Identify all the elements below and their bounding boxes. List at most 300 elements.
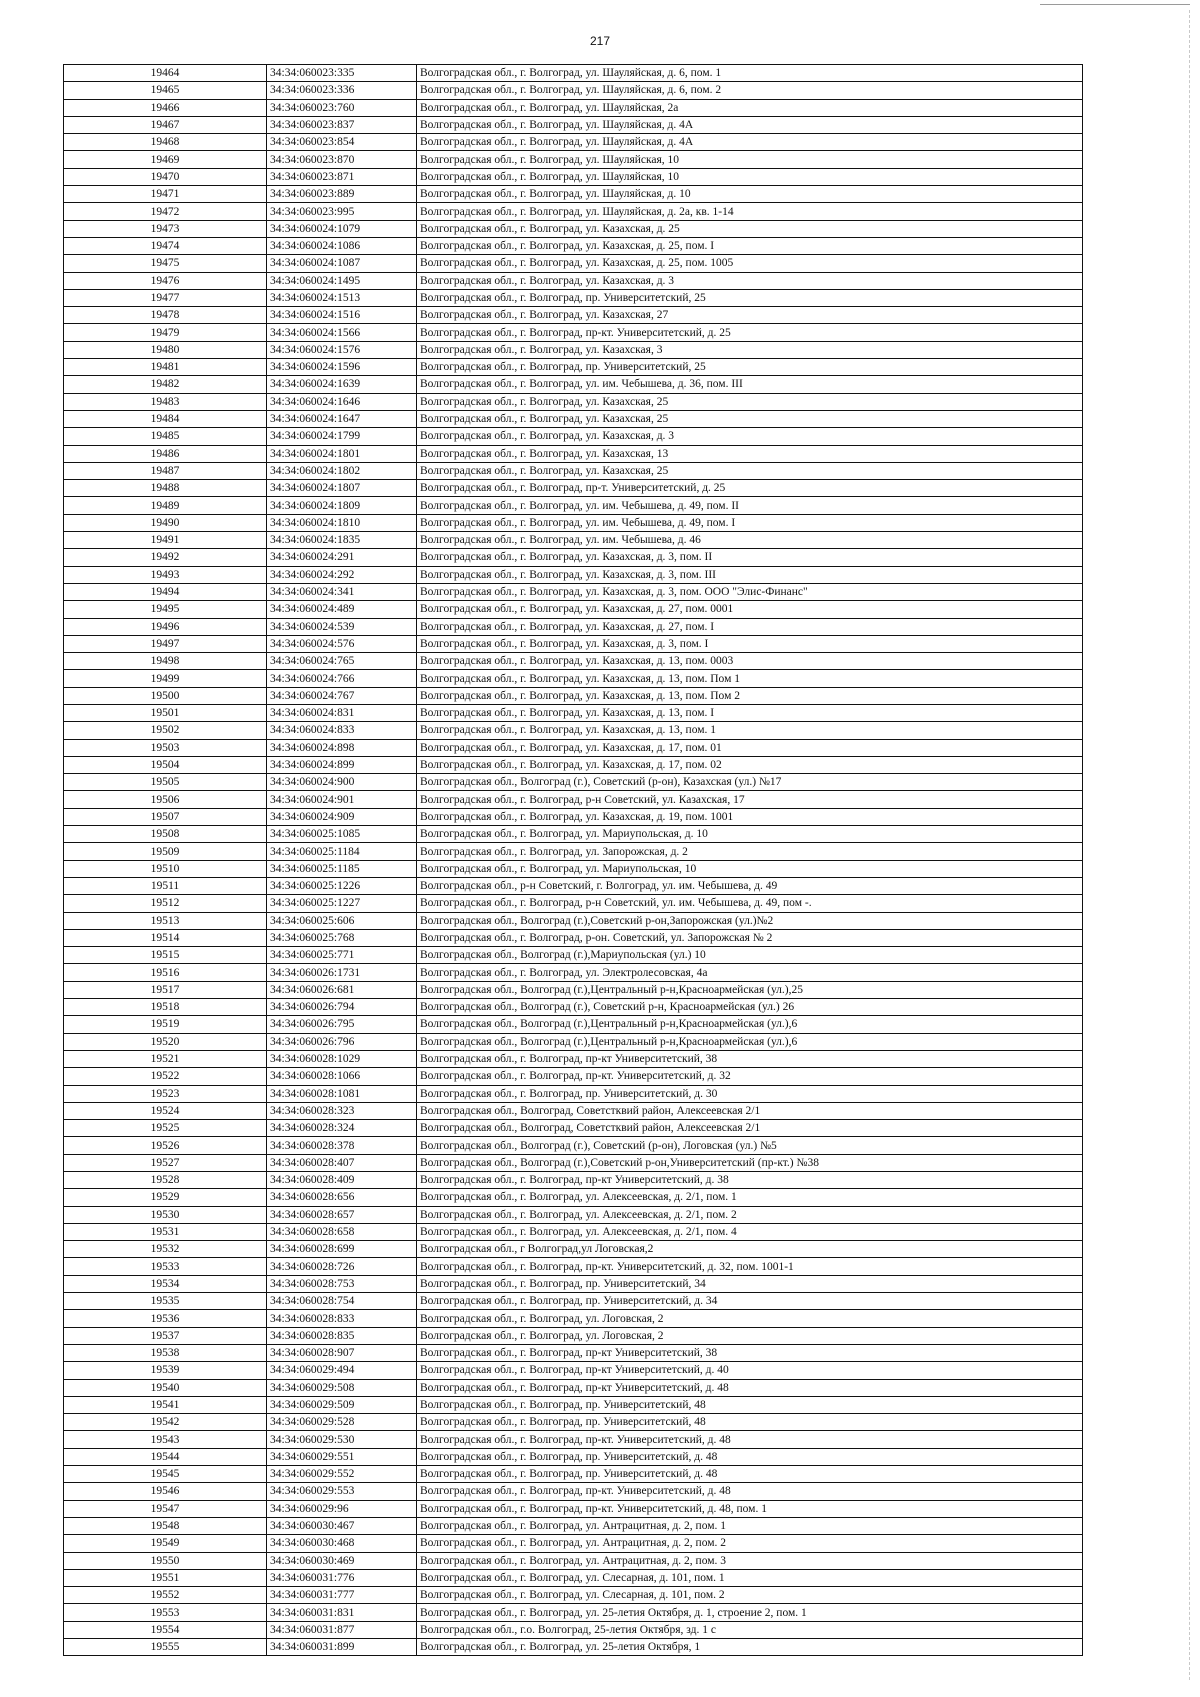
row-number-cell: 19511 [64,877,267,894]
address-cell: Волгоградская обл., г. Волгоград, ул. Казахская, 25 [417,462,1083,479]
row-number-cell: 19544 [64,1448,267,1465]
address-cell: Волгоградская обл., г. Волгоград, ул. Казахская, д. 27, пом. 0001 [417,601,1083,618]
table-row [64,168,1083,185]
row-number-cell: 19512 [64,895,267,912]
table-row [64,324,1083,341]
table-row [64,1293,1083,1310]
cadastral-number-cell: 34:34:060024:1646 [267,393,417,410]
cadastral-number-cell: 34:34:060028:407 [267,1154,417,1171]
address-cell: Волгоградская обл., г. Волгоград, ул. Электролесовская, 4а [417,964,1083,981]
table-row [64,912,1083,929]
table-row [64,1552,1083,1569]
table-row [64,376,1083,393]
row-number-cell: 19555 [64,1639,267,1656]
row-number-cell: 19530 [64,1206,267,1223]
cadastral-number-cell: 34:34:060024:1087 [267,255,417,272]
table-row [64,843,1083,860]
address-cell: Волгоградская обл., г. Волгоград, ул. Антрацитная, д. 2, пом. 2 [417,1535,1083,1552]
table-row [64,1500,1083,1517]
table-row [64,895,1083,912]
address-cell: Волгоградская обл., г. Волгоград, ул. Казахская, д. 13, пом. 0003 [417,653,1083,670]
cadastral-number-cell: 34:34:060024:1802 [267,462,417,479]
cadastral-number-cell: 34:34:060024:1495 [267,272,417,289]
address-cell: Волгоградская обл., г. Волгоград, пр-кт. Университетский, д. 48, пом. 1 [417,1500,1083,1517]
cadastral-number-cell: 34:34:060028:324 [267,1120,417,1137]
table-row [64,826,1083,843]
row-number-cell: 19481 [64,359,267,376]
table-row [64,1275,1083,1292]
table-row [64,964,1083,981]
cadastral-number-cell: 34:34:060028:1081 [267,1085,417,1102]
address-cell: Волгоградская обл., Волгоград, Советстквий район, Алексеевская 2/1 [417,1120,1083,1137]
cadastral-number-cell: 34:34:060024:1799 [267,428,417,445]
cadastral-number-cell: 34:34:060028:726 [267,1258,417,1275]
row-number-cell: 19549 [64,1535,267,1552]
row-number-cell: 19516 [64,964,267,981]
table-row [64,1621,1083,1638]
cadastral-number-cell: 34:34:060029:552 [267,1466,417,1483]
cadastral-number-cell: 34:34:060029:96 [267,1500,417,1517]
table-row [64,462,1083,479]
cadastral-number-cell: 34:34:060028:833 [267,1310,417,1327]
address-cell: Волгоградская обл., г. Волгоград, пр. Университетский, д. 34 [417,1293,1083,1310]
table-row [64,99,1083,116]
row-number-cell: 19465 [64,82,267,99]
cadastral-number-cell: 34:34:060028:658 [267,1223,417,1240]
table-row [64,1483,1083,1500]
row-number-cell: 19474 [64,237,267,254]
table-row [64,756,1083,773]
table-row [64,1414,1083,1431]
row-number-cell: 19502 [64,722,267,739]
cadastral-number-cell: 34:34:060029:528 [267,1414,417,1431]
table-row [64,601,1083,618]
cadastral-number-cell: 34:34:060025:1085 [267,826,417,843]
registry-table-body [64,65,1083,1656]
row-number-cell: 19488 [64,480,267,497]
address-cell: Волгоградская обл., р-н Советский, г. Волгоград, ул. им. Чебышева, д. 49 [417,877,1083,894]
table-row [64,151,1083,168]
cadastral-number-cell: 34:34:060025:1185 [267,860,417,877]
row-number-cell: 19515 [64,947,267,964]
row-number-cell: 19553 [64,1604,267,1621]
cadastral-number-cell: 34:34:060028:907 [267,1344,417,1361]
table-row [64,1172,1083,1189]
address-cell: Волгоградская обл., г. Волгоград, ул. Казахская, д. 3, пом. II [417,549,1083,566]
cadastral-number-cell: 34:34:060024:1835 [267,532,417,549]
cadastral-number-cell: 34:34:060024:900 [267,774,417,791]
address-cell: Волгоградская обл., г. Волгоград, ул. Казахская, 27 [417,307,1083,324]
row-number-cell: 19473 [64,220,267,237]
table-row [64,1068,1083,1085]
row-number-cell: 19496 [64,618,267,635]
address-cell: Волгоградская обл., г. Волгоград, ул. 25-летия Октября, д. 1, строение 2, пом. 1 [417,1604,1083,1621]
address-cell: Волгоградская обл., г. Волгоград, ул. им. Чебышева, д. 49, пом. I [417,514,1083,531]
row-number-cell: 19487 [64,462,267,479]
address-cell: Волгоградская обл., г. Волгоград, ул. им. Чебышева, д. 49, пом. II [417,497,1083,514]
table-row [64,134,1083,151]
address-cell: Волгоградская обл., г. Волгоград, р-н Советский, ул. Казахская, 17 [417,791,1083,808]
row-number-cell: 19538 [64,1344,267,1361]
row-number-cell: 19485 [64,428,267,445]
address-cell: Волгоградская обл., г. Волгоград, ул. Шауляйская, д. 4А [417,134,1083,151]
row-number-cell: 19521 [64,1050,267,1067]
cadastral-number-cell: 34:34:060026:796 [267,1033,417,1050]
row-number-cell: 19480 [64,341,267,358]
registry-table [63,64,1083,1656]
row-number-cell: 19540 [64,1379,267,1396]
row-number-cell: 19531 [64,1223,267,1240]
row-number-cell: 19503 [64,739,267,756]
row-number-cell: 19504 [64,756,267,773]
table-row [64,514,1083,531]
address-cell: Волгоградская обл., г. Волгоград, ул. Казахская, д. 3 [417,272,1083,289]
cadastral-number-cell: 34:34:060025:768 [267,929,417,946]
row-number-cell: 19536 [64,1310,267,1327]
table-row [64,860,1083,877]
table-row [64,1396,1083,1413]
table-row [64,341,1083,358]
row-number-cell: 19551 [64,1569,267,1586]
row-number-cell: 19548 [64,1517,267,1534]
cadastral-number-cell: 34:34:060024:292 [267,566,417,583]
table-row [64,999,1083,1016]
cadastral-number-cell: 34:34:060028:835 [267,1327,417,1344]
row-number-cell: 19517 [64,981,267,998]
cadastral-number-cell: 34:34:060024:1807 [267,480,417,497]
cadastral-number-cell: 34:34:060029:508 [267,1379,417,1396]
table-row [64,307,1083,324]
row-number-cell: 19467 [64,116,267,133]
table-row [64,1102,1083,1119]
table-row [64,186,1083,203]
cadastral-number-cell: 34:34:060023:870 [267,151,417,168]
row-number-cell: 19471 [64,186,267,203]
cadastral-number-cell: 34:34:060031:831 [267,1604,417,1621]
row-number-cell: 19475 [64,255,267,272]
address-cell: Волгоградская обл., г. Волгоград, ул. Казахская, д. 17, пом. 01 [417,739,1083,756]
cadastral-number-cell: 34:34:060024:1809 [267,497,417,514]
row-number-cell: 19494 [64,583,267,600]
row-number-cell: 19542 [64,1414,267,1431]
table-row [64,808,1083,825]
address-cell: Волгоградская обл., г. Волгоград, пр. Университетский, д. 48 [417,1448,1083,1465]
table-row [64,1310,1083,1327]
cadastral-number-cell: 34:34:060024:1810 [267,514,417,531]
address-cell: Волгоградская обл., г. Волгоград, ул. Казахская, 13 [417,445,1083,462]
row-number-cell: 19518 [64,999,267,1016]
row-number-cell: 19519 [64,1016,267,1033]
table-row [64,739,1083,756]
cadastral-number-cell: 34:34:060024:901 [267,791,417,808]
row-number-cell: 19464 [64,65,267,82]
table-row [64,428,1083,445]
address-cell: Волгоградская обл., г. Волгоград, пр-кт. Университетский, д. 25 [417,324,1083,341]
address-cell: Волгоградская обл., г. Волгоград, пр-кт Университетский, д. 40 [417,1362,1083,1379]
table-row [64,410,1083,427]
cadastral-number-cell: 34:34:060024:1576 [267,341,417,358]
address-cell: Волгоградская обл., г. Волгоград, ул. Казахская, д. 25, пом. I [417,237,1083,254]
table-row [64,774,1083,791]
address-cell: Волгоградская обл., г. Волгоград, пр-кт Университетский, 38 [417,1050,1083,1067]
address-cell: Волгоградская обл., г Волгоград,ул Логовская,2 [417,1241,1083,1258]
table-row [64,1120,1083,1137]
scan-edge-line [1040,4,1190,5]
table-row [64,1137,1083,1154]
address-cell: Волгоградская обл., г. Волгоград, ул. Казахская, д. 13, пом. 1 [417,722,1083,739]
row-number-cell: 19501 [64,704,267,721]
table-row [64,1379,1083,1396]
table-row [64,981,1083,998]
address-cell: Волгоградская обл., г. Волгоград, пр. Университетский, 25 [417,359,1083,376]
address-cell: Волгоградская обл., г. Волгоград, пр-т. Университетский, д. 25 [417,480,1083,497]
table-row [64,877,1083,894]
address-cell: Волгоградская обл., г. Волгоград, ул. Казахская, д. 25, пом. 1005 [417,255,1083,272]
table-row [64,1517,1083,1534]
cadastral-number-cell: 34:34:060025:771 [267,947,417,964]
row-number-cell: 19532 [64,1241,267,1258]
address-cell: Волгоградская обл., г. Волгоград, пр. Университетский, 34 [417,1275,1083,1292]
table-row [64,1466,1083,1483]
row-number-cell: 19547 [64,1500,267,1517]
table-row [64,687,1083,704]
address-cell: Волгоградская обл., г. Волгоград, пр-кт Университетский, 38 [417,1344,1083,1361]
table-row [64,635,1083,652]
address-cell: Волгоградская обл., г. Волгоград, ул. Логовская, 2 [417,1327,1083,1344]
cadastral-number-cell: 34:34:060024:1566 [267,324,417,341]
row-number-cell: 19524 [64,1102,267,1119]
address-cell: Волгоградская обл., г. Волгоград, ул. Запорожская, д. 2 [417,843,1083,860]
cadastral-number-cell: 34:34:060024:1079 [267,220,417,237]
cadastral-number-cell: 34:34:060028:699 [267,1241,417,1258]
cadastral-number-cell: 34:34:060029:551 [267,1448,417,1465]
cadastral-number-cell: 34:34:060023:837 [267,116,417,133]
address-cell: Волгоградская обл., Волгоград (г.),Центральный р-н,Красноармейская (ул.),6 [417,1016,1083,1033]
cadastral-number-cell: 34:34:060029:509 [267,1396,417,1413]
cadastral-number-cell: 34:34:060028:409 [267,1172,417,1189]
address-cell: Волгоградская обл., г. Волгоград, ул. Шауляйская, д. 2а, кв. 1-14 [417,203,1083,220]
cadastral-number-cell: 34:34:060028:323 [267,1102,417,1119]
cadastral-number-cell: 34:34:060023:871 [267,168,417,185]
row-number-cell: 19498 [64,653,267,670]
address-cell: Волгоградская обл., Волгоград (г.),Центральный р-н,Красноармейская (ул.),25 [417,981,1083,998]
table-row [64,1448,1083,1465]
address-cell: Волгоградская обл., г. Волгоград, ул. Шауляйская, 10 [417,168,1083,185]
address-cell: Волгоградская обл., г. Волгоград, ул. Шауляйская, д. 6, пом. 1 [417,65,1083,82]
page-number: 217 [589,34,611,48]
address-cell: Волгоградская обл., г. Волгоград, ул. Слесарная, д. 101, пом. 1 [417,1569,1083,1586]
cadastral-number-cell: 34:34:060028:754 [267,1293,417,1310]
cadastral-number-cell: 34:34:060023:335 [267,65,417,82]
row-number-cell: 19506 [64,791,267,808]
table-row [64,445,1083,462]
table-row [64,1535,1083,1552]
table-row [64,929,1083,946]
table-row [64,618,1083,635]
table-row [64,549,1083,566]
address-cell: Волгоградская обл., г. Волгоград, ул. Казахская, д. 19, пом. 1001 [417,808,1083,825]
row-number-cell: 19472 [64,203,267,220]
row-number-cell: 19543 [64,1431,267,1448]
cadastral-number-cell: 34:34:060023:760 [267,99,417,116]
address-cell: Волгоградская обл., г. Волгоград, ул. Казахская, д. 13, пом. I [417,704,1083,721]
address-cell: Волгоградская обл., г. Волгоград, ул. Казахская, д. 13, пом. Пом 1 [417,670,1083,687]
cadastral-number-cell: 34:34:060023:889 [267,186,417,203]
row-number-cell: 19479 [64,324,267,341]
address-cell: Волгоградская обл., г. Волгоград, пр-кт. Университетский, д. 32, пом. 1001-1 [417,1258,1083,1275]
row-number-cell: 19484 [64,410,267,427]
address-cell: Волгоградская обл., г. Волгоград, пр. Университетский, д. 48 [417,1466,1083,1483]
address-cell: Волгоградская обл., г. Волгоград, ул. Логовская, 2 [417,1310,1083,1327]
table-row [64,272,1083,289]
table-row [64,583,1083,600]
address-cell: Волгоградская обл., г. Волгоград, пр-кт. Университетский, д. 48 [417,1431,1083,1448]
table-row [64,1344,1083,1361]
table-row [64,480,1083,497]
table-row [64,791,1083,808]
row-number-cell: 19469 [64,151,267,168]
row-number-cell: 19550 [64,1552,267,1569]
cadastral-number-cell: 34:34:060024:539 [267,618,417,635]
address-cell: Волгоградская обл., Волгоград (г.),Советский р-он,Университетский (пр-кт.) №38 [417,1154,1083,1171]
scan-edge-line [1189,10,1190,1680]
row-number-cell: 19505 [64,774,267,791]
row-number-cell: 19525 [64,1120,267,1137]
address-cell: Волгоградская обл., г. Волгоград, ул. Антрацитная, д. 2, пом. 3 [417,1552,1083,1569]
address-cell: Волгоградская обл., Волгоград (г.),Советский р-он,Запорожская (ул.)№2 [417,912,1083,929]
table-row [64,497,1083,514]
cadastral-number-cell: 34:34:060024:341 [267,583,417,600]
row-number-cell: 19528 [64,1172,267,1189]
cadastral-number-cell: 34:34:060028:378 [267,1137,417,1154]
row-number-cell: 19491 [64,532,267,549]
address-cell: Волгоградская обл., г. Волгоград, ул. Слесарная, д. 101, пом. 2 [417,1587,1083,1604]
address-cell: Волгоградская обл., Волгоград (г.), Советский (р-он), Логовская (ул.) №5 [417,1137,1083,1154]
table-row [64,237,1083,254]
table-row [64,1154,1083,1171]
cadastral-number-cell: 34:34:060025:1227 [267,895,417,912]
table-row [64,289,1083,306]
address-cell: Волгоградская обл., г. Волгоград, ул. Алексеевская, д. 2/1, пом. 1 [417,1189,1083,1206]
row-number-cell: 19537 [64,1327,267,1344]
table-row [64,653,1083,670]
address-cell: Волгоградская обл., г. Волгоград, ул. Шауляйская, д. 10 [417,186,1083,203]
cadastral-number-cell: 34:34:060028:1066 [267,1068,417,1085]
cadastral-number-cell: 34:34:060025:1226 [267,877,417,894]
table-row [64,1033,1083,1050]
table-row [64,1569,1083,1586]
table-row [64,704,1083,721]
row-number-cell: 19513 [64,912,267,929]
cadastral-number-cell: 34:34:060024:576 [267,635,417,652]
address-cell: Волгоградская обл., г. Волгоград, пр. Университетский, 48 [417,1414,1083,1431]
table-row [64,1587,1083,1604]
cadastral-number-cell: 34:34:060024:1801 [267,445,417,462]
address-cell: Волгоградская обл., г. Волгоград, ул. Антрацитная, д. 2, пом. 1 [417,1517,1083,1534]
address-cell: Волгоградская обл., г. Волгоград, ул. Казахская, 25 [417,393,1083,410]
address-cell: Волгоградская обл., г. Волгоград, ул. Казахская, д. 3 [417,428,1083,445]
row-number-cell: 19500 [64,687,267,704]
row-number-cell: 19507 [64,808,267,825]
cadastral-number-cell: 34:34:060024:831 [267,704,417,721]
cadastral-number-cell: 34:34:060024:909 [267,808,417,825]
address-cell: Волгоградская обл., г. Волгоград, ул. Шауляйская, 10 [417,151,1083,168]
address-cell: Волгоградская обл., г. Волгоград, пр. Университетский, 25 [417,289,1083,306]
row-number-cell: 19539 [64,1362,267,1379]
address-cell: Волгоградская обл., Волгоград (г.),Центральный р-н,Красноармейская (ул.),6 [417,1033,1083,1050]
table-row [64,566,1083,583]
cadastral-number-cell: 34:34:060024:291 [267,549,417,566]
cadastral-number-cell: 34:34:060031:776 [267,1569,417,1586]
address-cell: Волгоградская обл., г. Волгоград, ул. Алексеевская, д. 2/1, пом. 2 [417,1206,1083,1223]
cadastral-number-cell: 34:34:060026:681 [267,981,417,998]
address-cell: Волгоградская обл., г. Волгоград, ул. Казахская, 25 [417,410,1083,427]
address-cell: Волгоградская обл., г. Волгоград, ул. Казахская, д. 27, пом. I [417,618,1083,635]
row-number-cell: 19497 [64,635,267,652]
cadastral-number-cell: 34:34:060026:1731 [267,964,417,981]
cadastral-number-cell: 34:34:060030:467 [267,1517,417,1534]
table-row [64,670,1083,687]
row-number-cell: 19509 [64,843,267,860]
table-row [64,1189,1083,1206]
address-cell: Волгоградская обл., г. Волгоград, пр-кт Университетский, д. 38 [417,1172,1083,1189]
cadastral-number-cell: 34:34:060028:656 [267,1189,417,1206]
table-row [64,1327,1083,1344]
row-number-cell: 19534 [64,1275,267,1292]
cadastral-number-cell: 34:34:060024:833 [267,722,417,739]
address-cell: Волгоградская обл., г. Волгоград, пр-кт. Университетский, д. 32 [417,1068,1083,1085]
row-number-cell: 19477 [64,289,267,306]
address-cell: Волгоградская обл., г. Волгоград, р-он. Советский, ул. Запорожская № 2 [417,929,1083,946]
address-cell: Волгоградская обл., г. Волгоград, ул. Казахская, д. 3, пом. III [417,566,1083,583]
row-number-cell: 19533 [64,1258,267,1275]
address-cell: Волгоградская обл., г. Волгоград, ул. 25-летия Октября, 1 [417,1639,1083,1656]
table-row [64,1639,1083,1656]
address-cell: Волгоградская обл., г. Волгоград, ул. им. Чебышева, д. 36, пом. III [417,376,1083,393]
address-cell: Волгоградская обл., г. Волгоград, ул. Шауляйская, 2а [417,99,1083,116]
address-cell: Волгоградская обл., г. Волгоград, ул. Казахская, д. 3, пом. I [417,635,1083,652]
row-number-cell: 19522 [64,1068,267,1085]
row-number-cell: 19520 [64,1033,267,1050]
table-row [64,82,1083,99]
cadastral-number-cell: 34:34:060029:530 [267,1431,417,1448]
row-number-cell: 19482 [64,376,267,393]
cadastral-number-cell: 34:34:060025:1184 [267,843,417,860]
table-row [64,1223,1083,1240]
cadastral-number-cell: 34:34:060030:468 [267,1535,417,1552]
row-number-cell: 19527 [64,1154,267,1171]
row-number-cell: 19545 [64,1466,267,1483]
row-number-cell: 19476 [64,272,267,289]
cadastral-number-cell: 34:34:060028:753 [267,1275,417,1292]
table-row [64,116,1083,133]
cadastral-number-cell: 34:34:060023:336 [267,82,417,99]
table-row [64,1085,1083,1102]
cadastral-number-cell: 34:34:060029:494 [267,1362,417,1379]
address-cell: Волгоградская обл., г. Волгоград, ул. Алексеевская, д. 2/1, пом. 4 [417,1223,1083,1240]
table-row [64,947,1083,964]
address-cell: Волгоградская обл., г. Волгоград, ул. Шауляйская, д. 4А [417,116,1083,133]
row-number-cell: 19526 [64,1137,267,1154]
table-row [64,1604,1083,1621]
table-row [64,1362,1083,1379]
row-number-cell: 19468 [64,134,267,151]
cadastral-number-cell: 34:34:060023:995 [267,203,417,220]
cadastral-number-cell: 34:34:060023:854 [267,134,417,151]
address-cell: Волгоградская обл., г.о. Волгоград, 25-летия Октября, зд. 1 с [417,1621,1083,1638]
table-row [64,1206,1083,1223]
cadastral-number-cell: 34:34:060024:1513 [267,289,417,306]
